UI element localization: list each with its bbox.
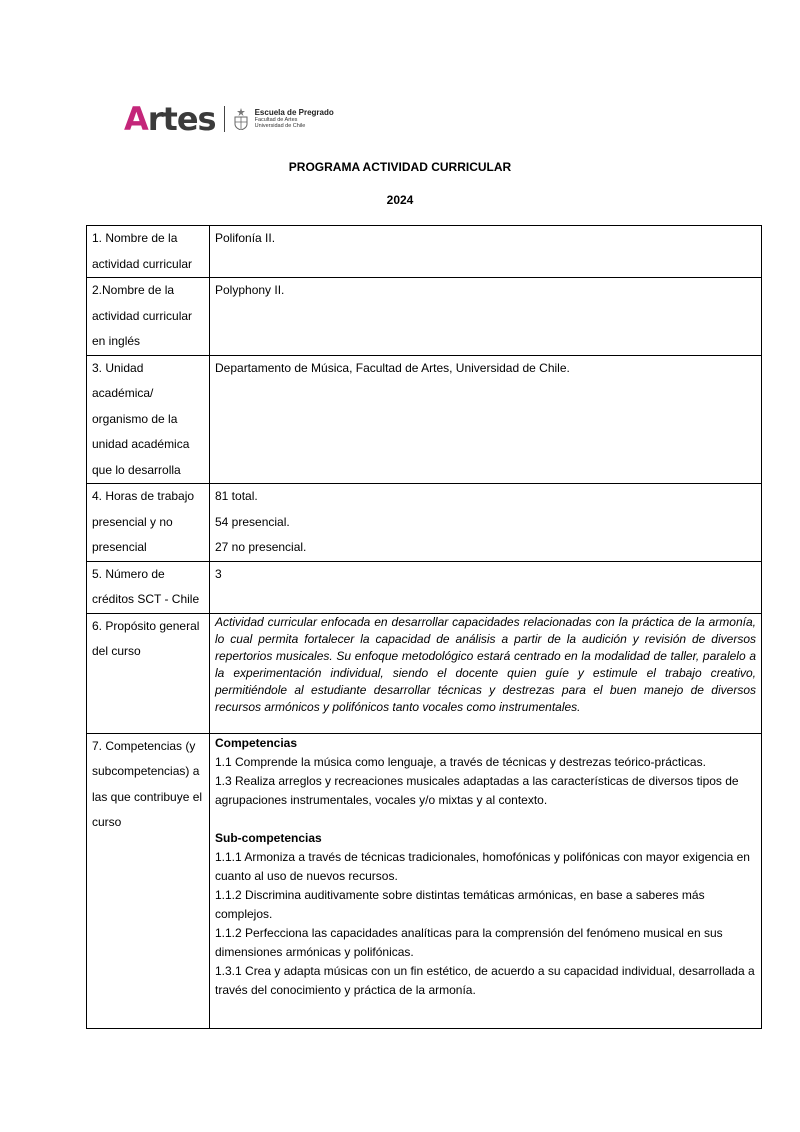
subcompetency-item: 1.1.2 Discrimina auditivamente sobre distintas temáticas armónicas, en base a saberes más complejos. xyxy=(215,887,705,921)
subcompetency-item: 1.1.1 Armoniza a través de técnicas tradicionales, homofónicas y polifónicas con mayor exigencia en cuanto al uso de nuevos recursos. xyxy=(215,849,750,883)
document-title: PROGRAMA ACTIVIDAD CURRICULAR xyxy=(288,160,512,174)
hours-non-presential: 27 no presencial. xyxy=(215,540,307,554)
logo-school-name: Escuela de Pregrado xyxy=(254,107,334,117)
subcompetency-item: 1.1.2 Perfecciona las capacidades analíticas para la comprensión del fenómeno musical en sus dimensiones armónicas y polifónicas. xyxy=(215,925,723,959)
table-row xyxy=(87,278,762,356)
table-row xyxy=(87,355,762,484)
row-label: 7. Competencias (y subcompetencias) a las que contribuye el curso xyxy=(87,733,210,1028)
spacer xyxy=(215,810,756,829)
subcompetencies-heading: Sub-competencias xyxy=(215,830,322,845)
hours-total: 81 total. xyxy=(215,489,258,503)
competency-item: 1.1 Comprende la música como lenguaje, a través de técnicas y destrezas teórico-prácticas. xyxy=(215,754,706,769)
faculty-logo xyxy=(124,98,334,140)
competencies-heading: Competencias xyxy=(215,735,298,750)
logo-wordmark: Artes xyxy=(124,100,216,138)
competency-item: 1.3 Realiza arreglos y recreaciones musicales adaptadas a las características de diversos tipos de agrupaciones instrumentales, vocales y/o mixtas y al contexto. xyxy=(215,773,739,807)
logo-text-block xyxy=(255,109,334,130)
row-label: 6. Propósito general del curso xyxy=(87,613,210,733)
program-table xyxy=(86,225,762,1029)
row-label: 4. Horas de trabajo presencial y no presencial xyxy=(87,484,210,562)
table-row xyxy=(87,613,762,733)
subcompetency-item: 1.3.1 Crea y adapta músicas con un fin estético, de acuerdo a su capacidad individual, desarrollada a través del conocimiento y práctica de la armonía. xyxy=(215,963,755,997)
row-value xyxy=(210,733,762,1028)
row-label: 1. Nombre de la actividad curricular xyxy=(87,226,210,278)
table-row xyxy=(87,484,762,562)
table-row xyxy=(87,733,762,1028)
table-row xyxy=(87,561,762,613)
logo-university-name: Universidad de Chile xyxy=(254,123,306,129)
row-value: 3 xyxy=(210,561,762,613)
row-value: Departamento de Música, Facultad de Artes, Universidad de Chile. xyxy=(210,355,762,484)
row-value: Polyphony II. xyxy=(210,278,762,356)
row-label: 3. Unidad académica/ organismo de la unidad académica que lo desarrolla xyxy=(87,355,210,484)
row-value xyxy=(210,484,762,562)
row-value: Polifonía II. xyxy=(210,226,762,278)
logo-divider xyxy=(224,106,225,132)
university-seal-icon xyxy=(233,108,249,130)
row-value: Actividad curricular enfocada en desarrollar capacidades relacionadas con la práctica de la armonía, lo cual permita fortalecer la capacidad de análisis a partir de la audición y revisión de diversos repertorios musicales. Su enfoque metodológico estará centrado en la modalidad de taller, paralelo a la experimentación individual, siendo el docente quien guíe y estimule el trabajo creativo, permitiéndole al estudiante desarrollar técnicas y destrezas para el buen manejo de diversos recursos armónicos y polifónicos tanto vocales como instrumentales. xyxy=(210,613,762,733)
hours-presential: 54 presencial. xyxy=(215,514,290,529)
row-label: 5. Número de créditos SCT - Chile xyxy=(87,561,210,613)
logo-faculty-name: Facultad de Artes xyxy=(254,116,298,123)
table-row xyxy=(87,226,762,278)
document-year: 2024 xyxy=(386,193,414,207)
row-label: 2.Nombre de la actividad curricular en inglés xyxy=(87,278,210,356)
